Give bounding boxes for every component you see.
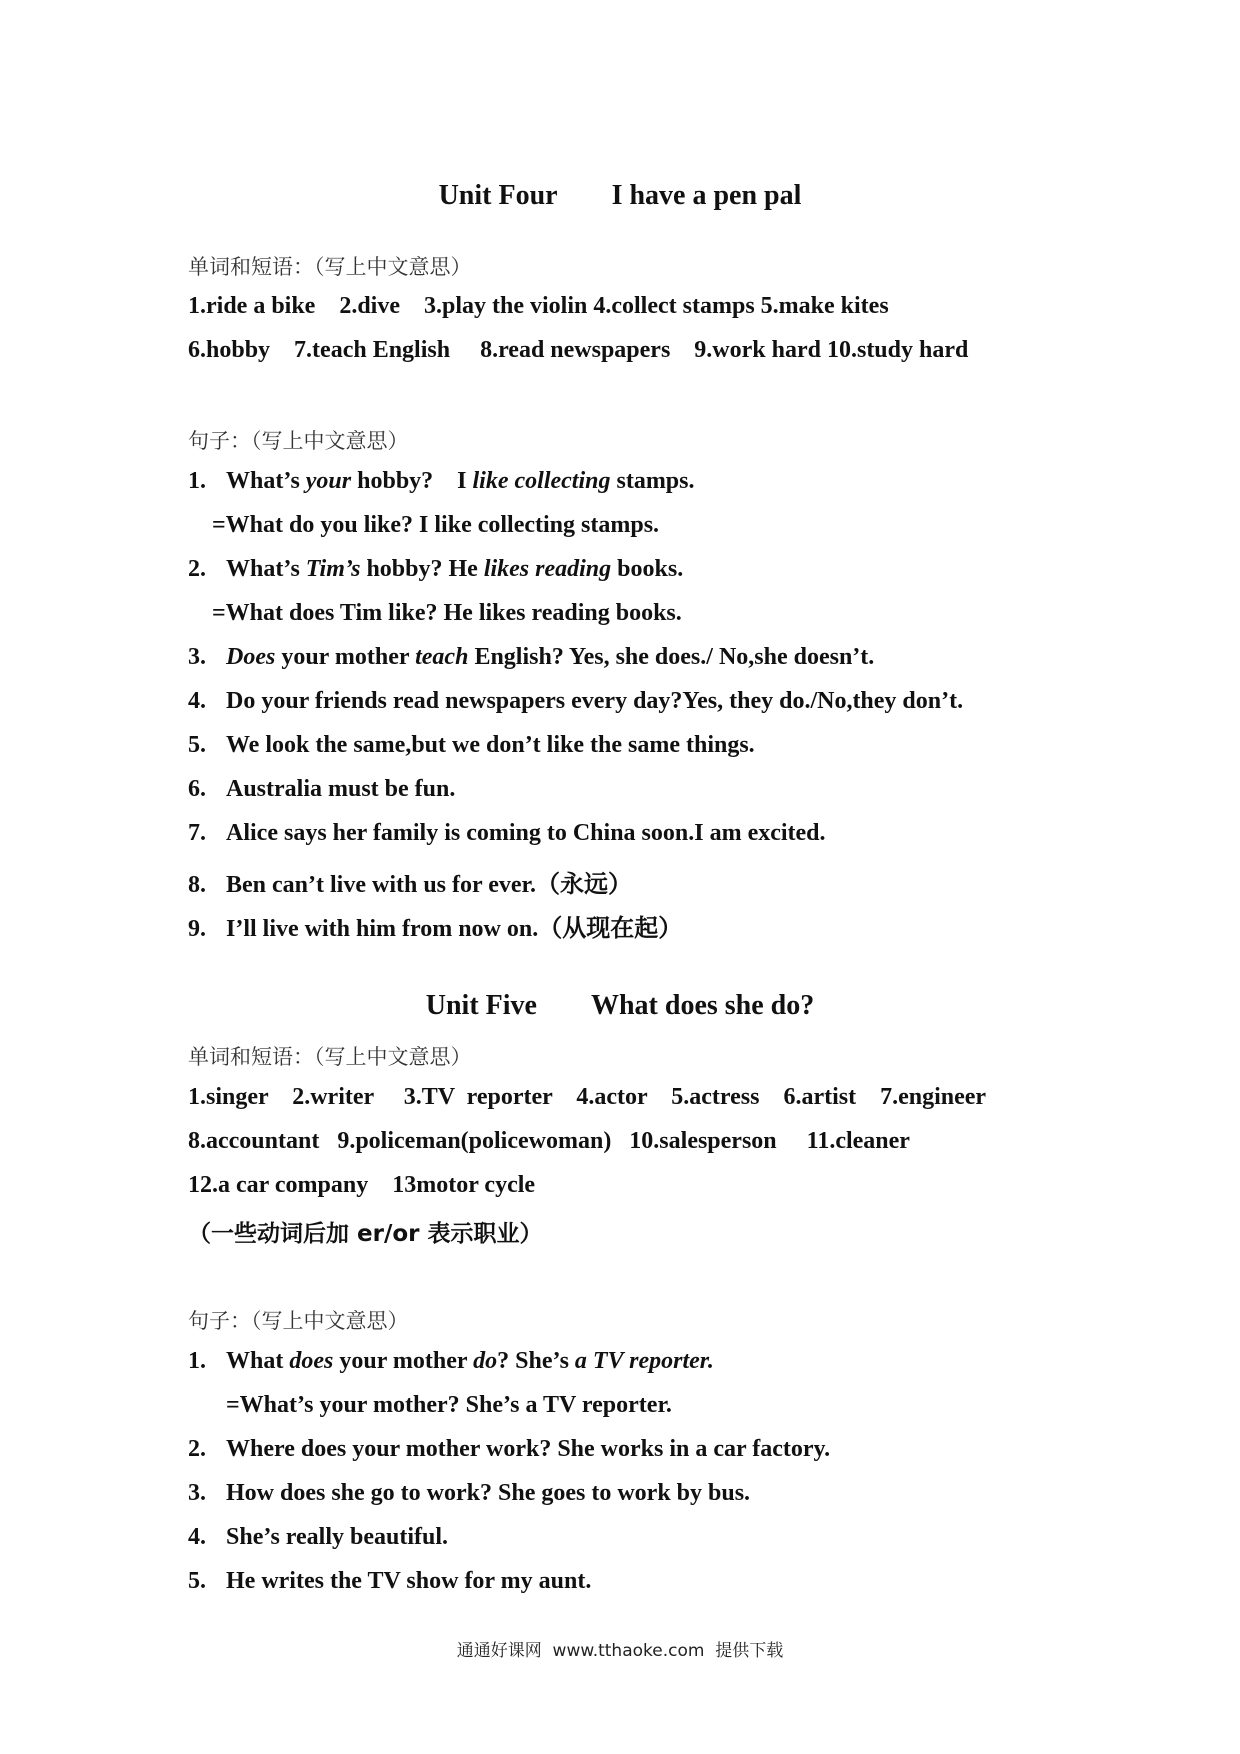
unit5-sentence-1	[188, 1348, 714, 1375]
text: hobby? He	[360, 556, 484, 582]
unit5-sentence-3	[188, 1480, 750, 1507]
unit4-sentence-heading: 句子：（写上中文意思）	[188, 429, 409, 453]
sentence-number: 4.	[188, 688, 206, 714]
sentence-number: 3.	[188, 644, 206, 670]
unit4-vocab-line1: 1.ride a bike 2.dive 3.play the violin 4.collect stamps 5.make kites	[188, 293, 889, 319]
text: What	[226, 1348, 290, 1374]
sentence-number: 3.	[188, 1480, 206, 1506]
text: We look the same,but we don’t like the same things.	[226, 732, 755, 758]
italic-text: your	[305, 468, 352, 494]
text: Do your friends read newspapers every day?Yes, they do./No,they don’t.	[226, 688, 964, 714]
unit4-title	[0, 180, 1240, 212]
unit4-vocab-heading: 单词和短语：（写上中文意思）	[188, 255, 472, 279]
italic-text: likes reading	[483, 556, 612, 582]
text: Australia must be fun.	[226, 776, 456, 802]
unit5-note: （一些动词后加 er/or 表示职业）	[188, 1221, 543, 1247]
unit5-sentence-2	[188, 1436, 830, 1463]
unit4-sentence-1-alt: =What do you like? I like collecting stamps.	[212, 512, 660, 538]
italic-text: a TV reporter.	[574, 1348, 714, 1374]
unit4-sentence-4	[188, 688, 963, 715]
unit4-sentence-2-alt: =What does Tim like? He likes reading books.	[212, 600, 682, 626]
text: your mother	[333, 1348, 474, 1374]
unit5-vocab-line3: 12.a car company 13motor cycle	[188, 1172, 536, 1198]
unit5-title-a: Unit Five	[425, 990, 537, 1021]
text: stamps.	[610, 468, 695, 494]
italic-text: do	[473, 1348, 498, 1374]
sentence-number: 7.	[188, 820, 206, 846]
page-footer: 通通好课网 www.tthaoke.com 提供下载	[456, 1641, 784, 1661]
sentence-number: 8.	[188, 872, 206, 898]
unit4-vocab-line2: 6.hobby 7.teach English 8.read newspapers 9.work hard 10.study hard	[188, 337, 969, 363]
unit4-sentence-7	[188, 820, 826, 847]
sentence-number: 5.	[188, 732, 206, 758]
italic-text: Does	[226, 644, 276, 670]
text: Where does your mother work? She works in a car factory.	[226, 1436, 831, 1462]
unit5-title	[0, 990, 1240, 1022]
sentence-number: 9.	[188, 916, 206, 942]
unit5-vocab-line2: 8.accountant 9.policeman(policewoman) 10.salesperson 11.cleaner	[188, 1128, 910, 1154]
unit5-sentence-heading: 句子：（写上中文意思）	[188, 1309, 409, 1333]
unit5-sentence-1-alt: =What’s your mother? She’s a TV reporter.	[226, 1392, 672, 1418]
italic-text: Tim’s	[305, 556, 361, 582]
italic-text: does	[289, 1348, 334, 1374]
text: English? Yes, she does./ No,she doesn’t.	[468, 644, 875, 670]
unit4-title-a: Unit Four	[438, 180, 558, 211]
text: Ben can’t live with us for ever.（永远）	[226, 872, 632, 898]
text: How does she go to work? She goes to work by bus.	[226, 1480, 751, 1506]
sentence-number: 6.	[188, 776, 206, 802]
italic-text: like collecting	[472, 468, 611, 494]
text: hobby? I	[351, 468, 473, 494]
unit4-sentence-8	[188, 864, 632, 899]
sentence-number: 2.	[188, 556, 206, 582]
text: I’ll live with him from now on.（从现在起）	[226, 916, 683, 942]
unit4-sentence-9	[188, 908, 682, 943]
sentence-number: 2.	[188, 1436, 206, 1462]
unit4-sentence-6	[188, 776, 455, 803]
unit4-sentence-5	[188, 732, 755, 759]
unit5-title-b: What does she do?	[590, 990, 815, 1021]
text: books.	[611, 556, 684, 582]
unit4-title-b: I have a pen pal	[611, 180, 802, 211]
text: What’s	[226, 556, 306, 582]
unit5-vocab-line1: 1.singer 2.writer 3.TV reporter 4.actor 5.actress 6.artist 7.engineer	[188, 1084, 987, 1110]
unit4-sentence-1	[188, 468, 695, 495]
text: What’s	[226, 468, 306, 494]
sentence-number: 5.	[188, 1568, 206, 1594]
unit5-vocab-heading: 单词和短语：（写上中文意思）	[188, 1045, 472, 1069]
sentence-number: 1.	[188, 468, 206, 494]
unit5-sentence-5	[188, 1568, 591, 1595]
unit4-sentence-3	[188, 644, 874, 671]
text: ? She’s	[497, 1348, 575, 1374]
italic-text: teach	[415, 644, 469, 670]
unit5-sentence-4	[188, 1524, 448, 1551]
text: He writes the TV show for my aunt.	[226, 1568, 592, 1594]
text: your mother	[275, 644, 416, 670]
text: Alice says her family is coming to China soon.I am excited.	[226, 820, 826, 846]
unit4-sentence-2	[188, 556, 683, 583]
text: She’s really beautiful.	[226, 1524, 449, 1550]
sentence-number: 4.	[188, 1524, 206, 1550]
sentence-number: 1.	[188, 1348, 206, 1374]
